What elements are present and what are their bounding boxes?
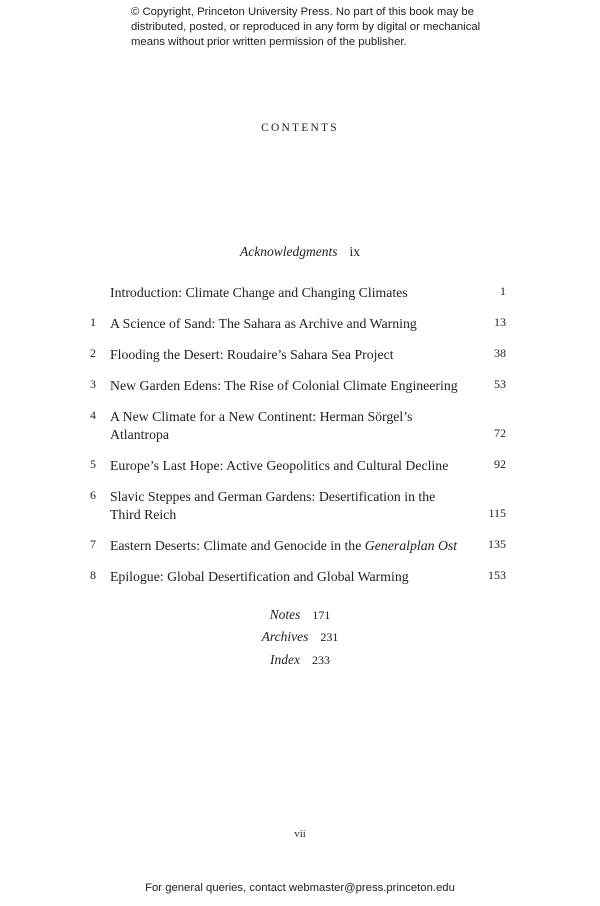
toc-entry-acknowledgments[interactable] xyxy=(0,244,600,260)
chapter-page: 13 xyxy=(494,315,506,329)
entry-label: Archives xyxy=(261,629,309,644)
chapter-title: Flooding the Desert: Roudaire’s Sahara Sea Project xyxy=(110,347,394,362)
chapter-page: 92 xyxy=(494,457,506,471)
chapter-number: 4 xyxy=(90,408,96,422)
footer-contact: For general queries, contact webmaster@press.princeton.edu xyxy=(145,882,455,894)
chapter-page: 115 xyxy=(488,506,506,520)
chapter-title: Europe’s Last Hope: Active Geopolitics and Cultural Decline xyxy=(110,458,449,473)
chapter-number: 1 xyxy=(90,315,96,329)
chapter-number: 5 xyxy=(90,457,96,471)
chapter-number: 2 xyxy=(90,346,96,360)
entry-page: 171 xyxy=(312,608,331,622)
toc-entry-index[interactable] xyxy=(0,652,600,668)
chapter-title: A New Climate for a New Continent: Herman Sörgel’s Atlantropa xyxy=(110,409,413,442)
chapter-number: 3 xyxy=(90,377,96,391)
chapter-page: 135 xyxy=(488,537,506,551)
chapter-page: 1 xyxy=(500,284,506,298)
chapter-title: Eastern Deserts: Climate and Genocide in the Generalplan Ost xyxy=(110,538,458,553)
entry-page: 231 xyxy=(320,630,339,644)
page-number: vii xyxy=(294,828,306,840)
entry-page: ix xyxy=(349,244,360,259)
chapter-page: 72 xyxy=(494,426,506,440)
copyright-line: means without prior written permission of the publisher. xyxy=(131,36,407,48)
toc-entry-notes[interactable] xyxy=(0,607,600,623)
chapter-title: Slavic Steppes and German Gardens: Desertification in the Third Reich xyxy=(110,489,436,522)
toc-entry-archives[interactable] xyxy=(0,629,600,645)
chapter-title: New Garden Edens: The Rise of Colonial Climate Engineering xyxy=(110,378,458,393)
copyright-line: © Copyright, Princeton University Press. No part of this book may be xyxy=(131,6,474,18)
copyright-notice xyxy=(131,5,491,50)
entry-page: 233 xyxy=(311,653,330,667)
chapter-page: 53 xyxy=(494,377,506,391)
copyright-line: distributed, posted, or reproduced in any form by digital or mechanical xyxy=(131,21,481,33)
chapter-page: 153 xyxy=(488,568,506,582)
chapter-number: 8 xyxy=(90,568,96,582)
chapter-title: Introduction: Climate Change and Changing Climates xyxy=(110,285,408,300)
entry-label: Acknowledgments xyxy=(240,244,338,259)
entry-label: Index xyxy=(270,652,300,667)
page-title: CONTENTS xyxy=(261,122,339,134)
chapter-number: 6 xyxy=(90,488,96,502)
chapter-page: 38 xyxy=(494,346,506,360)
entry-label: Notes xyxy=(269,607,301,622)
chapter-title: A Science of Sand: The Sahara as Archive and Warning xyxy=(110,316,417,331)
chapter-number: 7 xyxy=(90,537,96,551)
chapter-title: Epilogue: Global Desertification and Global Warming xyxy=(110,569,409,584)
